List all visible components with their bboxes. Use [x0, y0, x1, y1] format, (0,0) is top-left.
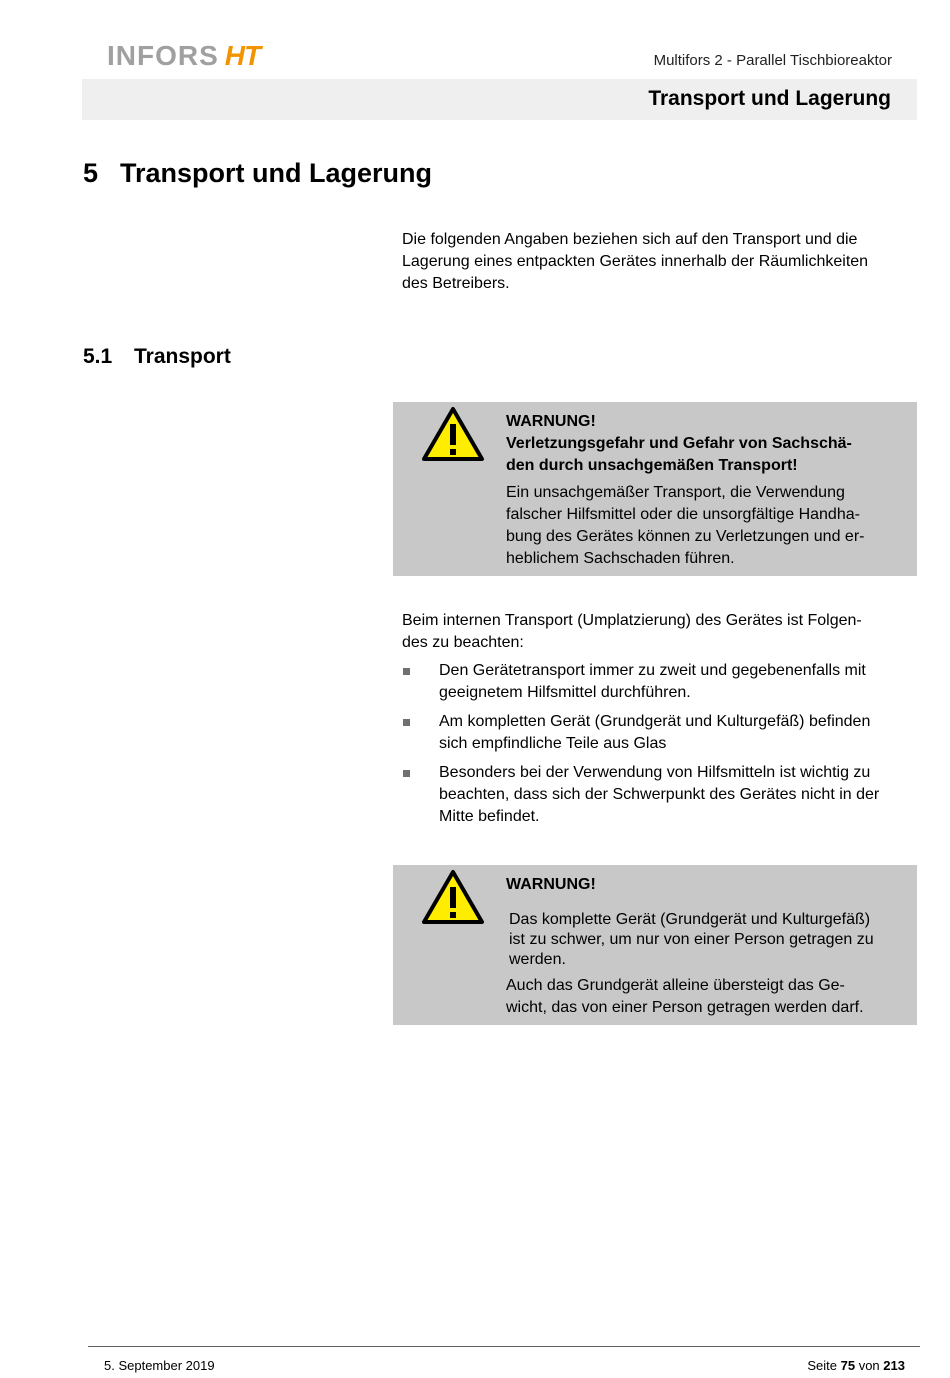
footer-date: 5. September 2019 [104, 1358, 215, 1373]
text-line: Das komplette Gerät (Grundgerät und Kulturgefäß) [509, 911, 871, 928]
logo-accent: HT [224, 40, 261, 71]
page-total: 213 [883, 1358, 905, 1373]
warning-text [506, 482, 906, 570]
text-line: bung des Gerätes können zu Verletzungen und er- [506, 528, 865, 545]
text-line: Den Gerätetransport immer zu zweit und gegebenenfalls mit [439, 662, 866, 679]
text-line: des Betreibers. [402, 275, 510, 292]
list-item [402, 660, 922, 704]
bullet-square-icon [403, 668, 410, 675]
section-title: Transport [134, 345, 231, 368]
text-line: ist zu schwer, um nur von einer Person getragen zu [509, 931, 874, 948]
text-line: Am kompletten Gerät (Grundgerät und Kulturgefäß) befinden [439, 713, 871, 730]
section-number: 5.1 [83, 345, 113, 368]
text-line: Verletzungsgefahr und Gefahr von Sachschä- [506, 435, 852, 452]
infors-ht-logo [107, 40, 260, 72]
page-prefix: Seite [807, 1358, 837, 1373]
chapter-title: Transport und Lagerung [120, 158, 433, 188]
list-item [402, 711, 922, 755]
text-line: Die folgenden Angaben beziehen sich auf den Transport und die [402, 231, 858, 248]
warning-triangle-icon [421, 406, 485, 462]
transport-intro [402, 610, 912, 654]
text-line: werden. [509, 951, 566, 968]
page-separator: von [858, 1358, 880, 1373]
text-line: Ein unsachgemäßer Transport, die Verwendung [506, 484, 845, 501]
page-current: 75 [840, 1358, 856, 1373]
footer-page-number [807, 1358, 905, 1373]
warning-text-base-unit [506, 975, 906, 1019]
text-line: Mitte befindet. [439, 808, 540, 825]
text-line: beachten, dass sich der Schwerpunkt des Gerätes nicht in der [439, 786, 880, 803]
text-line: sich empfindliche Teile aus Glas [439, 735, 667, 752]
text-line: den durch unsachgemäßen Transport! [506, 457, 798, 474]
text-line: falscher Hilfsmittel oder die unsorgfältige Handha- [506, 506, 860, 523]
header-band [82, 79, 917, 120]
warning-headline [506, 433, 852, 477]
warning-box-transport [393, 402, 917, 576]
chapter-intro [402, 229, 912, 295]
section-heading [83, 345, 231, 369]
warning-label: WARNUNG! [506, 876, 596, 893]
text-line: Beim internen Transport (Umplatzierung) des Gerätes ist Folgen- [402, 612, 862, 629]
warning-box-weight [393, 865, 917, 1025]
warning-label: WARNUNG! [506, 413, 596, 430]
text-line: des zu beachten: [402, 634, 524, 651]
bullet-square-icon [403, 719, 410, 726]
warning-triangle-icon [421, 869, 485, 925]
document-title: Multifors 2 - Parallel Tischbioreaktor [653, 52, 892, 69]
bullet-square-icon [403, 770, 410, 777]
text-line: Besonders bei der Verwendung von Hilfsmitteln ist wichtig zu [439, 764, 871, 781]
logo-text: INFORS [107, 40, 219, 71]
transport-bullet-list [402, 660, 922, 835]
text-line: wicht, das von einer Person getragen werden darf. [506, 999, 864, 1016]
chapter-number: 5 [83, 158, 99, 188]
footer-divider [88, 1346, 920, 1347]
text-line: Auch das Grundgerät alleine übersteigt das Ge- [506, 977, 845, 994]
chapter-heading [83, 158, 432, 189]
header-section-title: Transport und Lagerung [648, 87, 891, 110]
text-line: geeignetem Hilfsmittel durchführen. [439, 684, 691, 701]
list-item [402, 762, 922, 828]
text-line: heblichem Sachschaden führen. [506, 550, 735, 567]
warning-text-weight [509, 910, 909, 970]
text-line: Lagerung eines entpackten Gerätes innerhalb der Räumlichkeiten [402, 253, 869, 270]
